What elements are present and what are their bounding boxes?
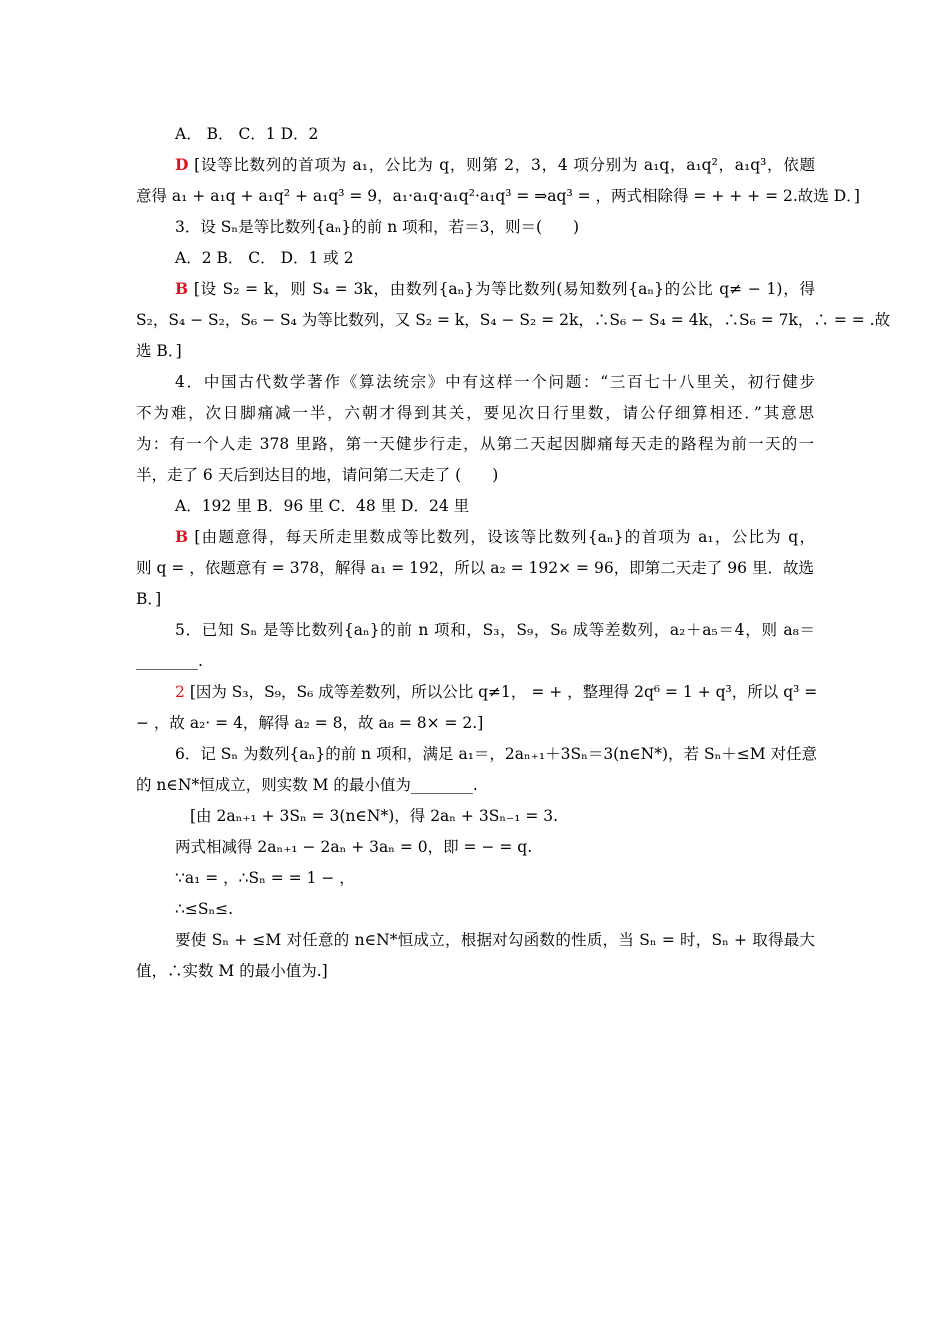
solution-line: ∴≤Sₙ≤.: [175, 900, 234, 918]
solution-line: [由 2aₙ₊₁ + 3Sₙ = 3(n∈N*)，得 2aₙ + 3Sₙ₋₁ = 3.: [190, 807, 559, 825]
solution-line: − ，故 a₂· = 4，解得 a₂ = 8，故 a₈ = 8× = 2.]: [136, 714, 484, 732]
solution-line: B [设 S₂ = k，则 S₄ = 3k，由数列{aₙ}为等比数列(易知数列{aₙ}的公比 q≠ − 1)，得: [175, 279, 815, 298]
solution-line: 2 [因为 S₃，S₉，S₆ 成等差数列，所以公比 q≠1， = + ，整理得 2q⁶ = 1 + q³，所以 q³ =: [175, 683, 818, 701]
answer-blank: ________.: [136, 652, 203, 670]
question-line: 5．已知 Sₙ 是等比数列{aₙ}的前 n 项和，S₃，S₉，S₆ 成等差数列，a₂＋a₅＝4，则 a₈＝: [175, 621, 815, 639]
solution-line: D [设等比数列的首项为 a₁，公比为 q，则第 2，3，4 项分别为 a₁q，a₁q²，a₁q³，依题: [175, 155, 815, 174]
question-line: 的 n∈N*恒成立，则实数 M 的最小值为________.: [136, 776, 478, 794]
options-line: A．2 B． C． D．1 或 2: [175, 249, 354, 267]
solution-line: B [由题意得，每天所走里数成等比数列，设该等比数列{aₙ}的首项为 a₁，公比为 q，: [175, 527, 815, 546]
solution-line: S₂，S₄ − S₂，S₆ − S₄ 为等比数列，又 S₂ = k，S₄ − S₂ = 2k，∴S₆ − S₄ = 4k，∴S₆ = 7k，∴ = = .故: [136, 311, 891, 329]
solution-line: 要使 Sₙ + ≤M 对任意的 n∈N*恒成立，根据对勾函数的性质，当 Sₙ = 时，Sₙ + 取得最大: [175, 931, 815, 949]
question-line: 半，走了 6 天后到达目的地，请问第二天走了 ( ): [136, 466, 499, 484]
solution-line: 值，∴实数 M 的最小值为.]: [136, 962, 328, 980]
answer-label: D: [175, 155, 189, 174]
solution-line: ∵a₁ = ，∴Sₙ = = 1 − ，: [175, 869, 355, 887]
options-line: A． B． C．1 D．2: [175, 125, 319, 143]
solution-line: 则 q = ，依题意有 = 378，解得 a₁ = 192，所以 a₂ = 192× = 96，即第二天走了 96 里．故选: [136, 559, 814, 577]
question-line: 3．设 Sₙ是等比数列{aₙ}的前 n 项和，若＝3，则＝( ): [175, 218, 580, 236]
question-line: 6．记 Sₙ 为数列{aₙ}的前 n 项和，满足 a₁＝，2aₙ₊₁＋3Sₙ＝3(n∈N*)，若 Sₙ＋≤M 对任意: [175, 745, 818, 763]
options-line: A．192 里 B．96 里 C．48 里 D．24 里: [175, 497, 470, 515]
question-line: 4．中国古代数学著作《算法统宗》中有这样一个问题：“三百七十八里关，初行健步: [175, 373, 815, 391]
answer-label: B: [175, 527, 189, 546]
question-line: 不为难，次日脚痛减一半，六朝才得到其关，要见次日行里数，请公仔细算相还．”其意思: [136, 404, 814, 422]
answer-label: B: [175, 279, 189, 298]
solution-line: B．]: [136, 590, 162, 608]
answer-label: 2: [175, 683, 185, 701]
question-line: 为：有一个人走 378 里路，第一天健步行走，从第二天起因脚痛每天走的路程为前一天的一: [136, 435, 814, 453]
solution-line: 意得 a₁ + a₁q + a₁q² + a₁q³ = 9，a₁·a₁q·a₁q²·a₁q³ = ⇒aq³ = ，两式相除得 = + + + = 2.故选 D．]: [136, 187, 860, 205]
solution-line: 选 B．]: [136, 342, 182, 360]
solution-line: 两式相减得 2aₙ₊₁ − 2aₙ + 3aₙ = 0，即 = − = q.: [175, 838, 533, 856]
